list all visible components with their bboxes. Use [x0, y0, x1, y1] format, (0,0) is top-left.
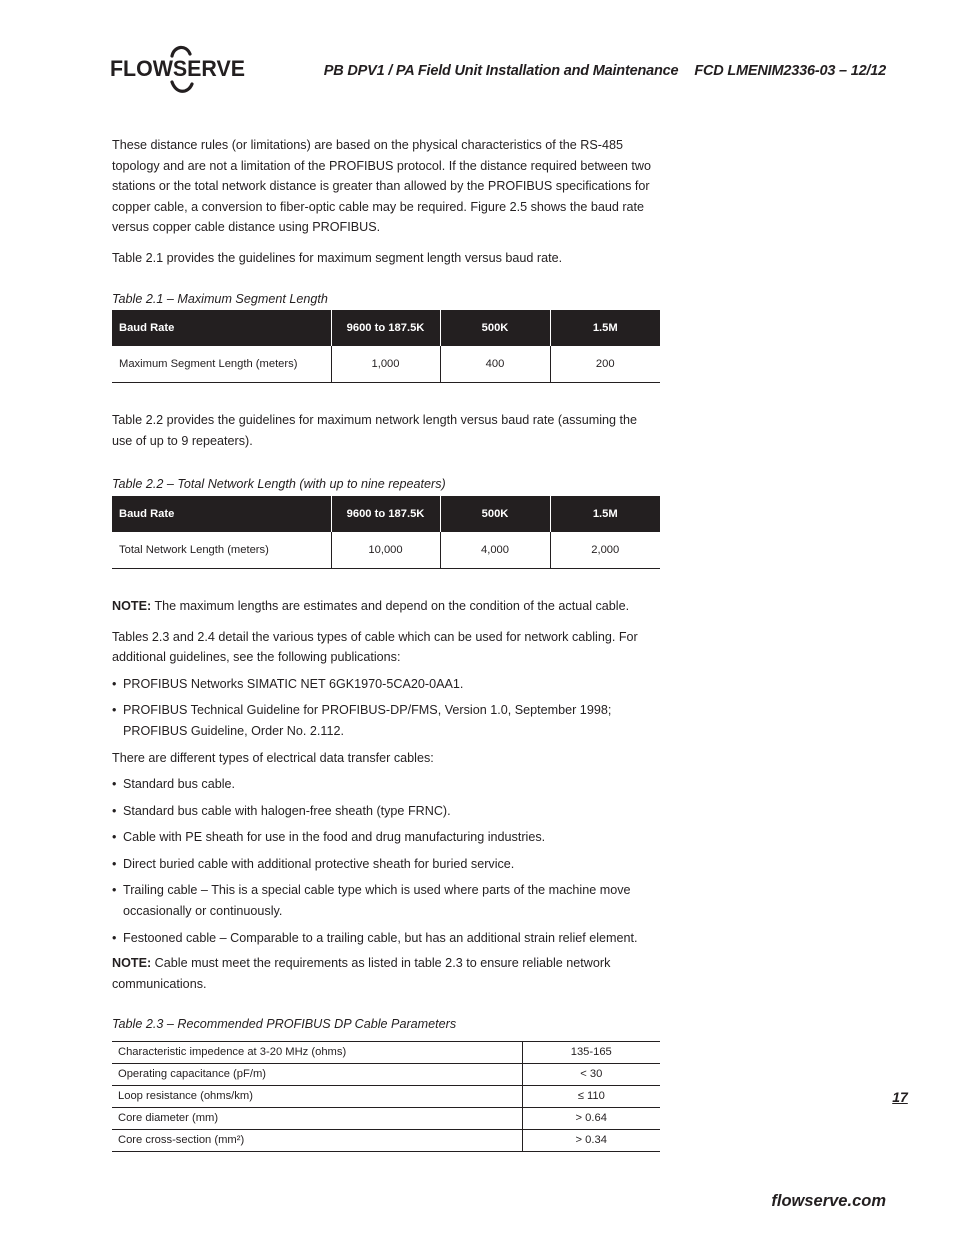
- table-cell: 4,000: [440, 532, 550, 569]
- table-cell: 200: [550, 346, 660, 383]
- table2-caption: Table 2.2 – Total Network Length (with up to nine repeaters): [112, 477, 446, 492]
- header-cell: 9600 to 187.5K: [331, 496, 440, 532]
- cable-types-list: [112, 774, 660, 948]
- header-cell: Baud Rate: [112, 496, 331, 532]
- note-label: NOTE:: [112, 956, 152, 971]
- param-cell: Loop resistance (ohms/km): [112, 1086, 522, 1108]
- list-item: • PROFIBUS Networks SIMATIC NET 6GK1970-5CA20-0AA1.: [112, 674, 660, 695]
- header-cell: 500K: [440, 496, 550, 532]
- note-text: The maximum lengths are estimates and depend on the condition of the actual cable.: [151, 598, 630, 613]
- table-cell: Total Network Length (meters): [112, 532, 331, 569]
- table3-caption: Table 2.3 – Recommended PROFIBUS DP Cable Parameters: [112, 1017, 457, 1032]
- logo-wordmark: FLOWSERVE: [110, 56, 245, 81]
- table-row: [112, 1086, 660, 1108]
- table-row: [112, 1108, 660, 1130]
- table-cell: 2,000: [550, 532, 660, 569]
- cable-types-intro: There are different types of electrical data transfer cables:: [112, 750, 434, 765]
- param-cell: Core cross-section (mm²): [112, 1130, 522, 1152]
- intro-paragraph: These distance rules (or limitations) are based on the physical characteristics of the RS-485 topology and are not a limitation of the PROFIBUS protocol. If the distance required between two stations or the total network distance is greater than allowed by the PROFIBUS specifications for copper cable, a conversion to fiber-optic cable may be required. Figure 2.5 shows the baud rate versus copper cable distance using PROFIBUS.: [112, 138, 652, 235]
- doc-title: PB DPV1 / PA Field Unit Installation and Maintenance: [323, 63, 679, 79]
- table1-intro: Table 2.1 provides the guidelines for maximum segment length versus baud rate.: [112, 250, 563, 265]
- value-cell: > 0.64: [522, 1108, 660, 1130]
- table1-caption: Table 2.1 – Maximum Segment Length: [112, 291, 328, 306]
- cable-guidelines-paragraph: Tables 2.3 and 2.4 detail the various types of cable which can be used for network cabling. For additional guidelines, see the following publications:: [112, 629, 638, 665]
- table-header-row: [112, 310, 660, 346]
- table-cell: 1,000: [331, 346, 440, 383]
- list-item: • Cable with PE sheath for use in the food and drug manufacturing industries.: [112, 827, 660, 848]
- param-cell: Operating capacitance (pF/m): [112, 1064, 522, 1086]
- page-content: [112, 135, 660, 1152]
- cable-parameters-table: [112, 1041, 660, 1152]
- list-item: • Festooned cable – Comparable to a trailing cable, but has an additional strain relief element.: [112, 928, 660, 949]
- note-cable-requirements: [112, 953, 660, 994]
- list-item: • Direct buried cable with additional protective sheath for buried service.: [112, 854, 660, 875]
- footer-url: flowserve.com: [771, 1192, 886, 1210]
- max-segment-length-table: [112, 310, 660, 383]
- list-item: • Trailing cable – This is a special cable type which is used where parts of the machine move occasionally or continuously.: [112, 880, 660, 921]
- list-item: • Standard bus cable.: [112, 774, 660, 795]
- note-label: NOTE:: [112, 598, 152, 613]
- note-text: Cable must meet the requirements as listed in table 2.3 to ensure reliable network communications.: [112, 956, 611, 991]
- flowserve-logo: [110, 42, 250, 96]
- list-item: • Standard bus cable with halogen-free sheath (type FRNC).: [112, 801, 660, 822]
- table-row: [112, 1064, 660, 1086]
- param-cell: Core diameter (mm): [112, 1108, 522, 1130]
- header-cell: 500K: [440, 310, 550, 346]
- table-row: [112, 346, 660, 383]
- table-row: [112, 1130, 660, 1152]
- header-cell: 1.5M: [550, 310, 660, 346]
- page-number: 17: [892, 1089, 908, 1105]
- table-cell: 10,000: [331, 532, 440, 569]
- value-cell: > 0.34: [522, 1130, 660, 1152]
- value-cell: 135-165: [522, 1042, 660, 1064]
- table-cell: 400: [440, 346, 550, 383]
- table-row: [112, 1042, 660, 1064]
- document-header: [300, 63, 886, 79]
- doc-code: FCD LMENIM2336-03 – 12/12: [694, 63, 886, 79]
- table2-intro: Table 2.2 provides the guidelines for maximum network length versus baud rate (assuming the use of up to 9 repeaters).: [112, 413, 638, 448]
- value-cell: ≤ 110: [522, 1086, 660, 1108]
- publications-list: [112, 674, 660, 742]
- value-cell: < 30: [522, 1064, 660, 1086]
- header-cell: 9600 to 187.5K: [331, 310, 440, 346]
- header-cell: Baud Rate: [112, 310, 331, 346]
- list-item: • PROFIBUS Technical Guideline for PROFIBUS-DP/FMS, Version 1.0, September 1998; PROFIBUS Guideline, Order No. 2.112.: [112, 700, 660, 741]
- table-cell: Maximum Segment Length (meters): [112, 346, 331, 383]
- param-cell: Characteristic impedence at 3-20 MHz (ohms): [112, 1042, 522, 1064]
- total-network-length-table: [112, 496, 660, 569]
- note-maximum-lengths: [112, 596, 660, 617]
- table-header-row: [112, 496, 660, 532]
- header-cell: 1.5M: [550, 496, 660, 532]
- table-row: [112, 532, 660, 569]
